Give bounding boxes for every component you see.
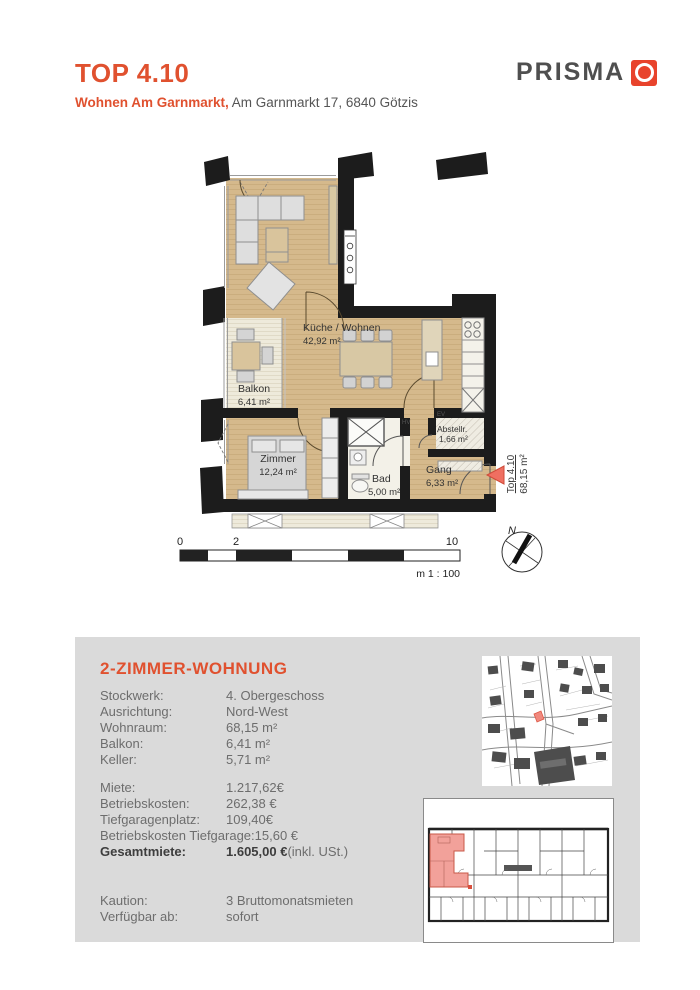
floor-overview-map bbox=[423, 798, 614, 943]
cost-label: Betriebskosten Tiefgarage: bbox=[100, 828, 255, 843]
scale-tick: 2 bbox=[232, 536, 240, 548]
balcony-table-icon bbox=[232, 342, 260, 370]
unit-entry-mark bbox=[468, 885, 472, 889]
spec-label: Keller: bbox=[100, 752, 137, 767]
cost-value: 262,38 € bbox=[226, 796, 277, 811]
scale-tick: 10 bbox=[445, 536, 459, 548]
compass-north-label: N bbox=[508, 525, 516, 537]
shaft-symbol bbox=[344, 230, 356, 284]
spec-value: Nord-West bbox=[226, 704, 288, 719]
washbasin-bowl bbox=[354, 453, 362, 461]
spec-list bbox=[100, 688, 324, 768]
room-area: 5,00 m² bbox=[368, 487, 401, 498]
lounge-chair-icon bbox=[266, 228, 288, 262]
tech-label-hv: HV bbox=[402, 420, 411, 426]
cost-label: Miete: bbox=[100, 780, 136, 795]
total-rent-label: Gesamtmiete: bbox=[100, 844, 186, 859]
room-label: Gang bbox=[426, 464, 452, 476]
room-label: Bad bbox=[372, 473, 391, 485]
tech-label-ev: EV bbox=[437, 412, 446, 418]
project-name: Wohnen Am Garnmarkt, bbox=[75, 95, 229, 110]
room-area: 42,92 m² bbox=[303, 336, 341, 347]
cost-row bbox=[100, 812, 348, 828]
room-label: Abstellr. bbox=[437, 424, 468, 434]
sideboard-icon bbox=[329, 186, 337, 264]
total-rent-row bbox=[100, 844, 348, 860]
room-label: Küche / Wohnen bbox=[303, 322, 381, 334]
spec-row bbox=[100, 736, 324, 752]
scale-caption: m 1 : 100 bbox=[416, 568, 460, 580]
page-subtitle bbox=[75, 95, 418, 110]
cost-row bbox=[100, 828, 348, 844]
spec-value: 6,41 m² bbox=[226, 736, 271, 751]
balcony-chair bbox=[237, 329, 254, 340]
unit-area: 68,15 m² bbox=[519, 454, 530, 494]
spec-label: Wohnraum: bbox=[100, 720, 167, 735]
scale-tick: 0 bbox=[176, 536, 184, 548]
brand-target-icon bbox=[631, 60, 657, 86]
wc-tank bbox=[352, 474, 369, 479]
unit-label: Top 4.10 bbox=[506, 454, 517, 494]
spec-row bbox=[100, 752, 324, 768]
compass-needle-icon bbox=[514, 535, 530, 563]
details-panel bbox=[75, 637, 640, 942]
door-gap bbox=[400, 436, 410, 466]
balcony-chair bbox=[262, 347, 273, 364]
misc-value: sofort bbox=[226, 909, 259, 924]
spec-value: 68,15 m² bbox=[226, 720, 278, 735]
dining-table-icon bbox=[340, 342, 392, 376]
project-address: Am Garnmarkt 17, 6840 Götzis bbox=[228, 95, 418, 110]
misc-value: 3 Bruttomonatsmieten bbox=[226, 893, 354, 908]
misc-row bbox=[100, 909, 353, 925]
cost-value: 109,40€ bbox=[226, 812, 273, 827]
misc-list bbox=[100, 893, 353, 925]
floor-plan-drawing bbox=[170, 145, 560, 585]
pillow bbox=[252, 440, 276, 452]
spec-label: Ausrichtung: bbox=[100, 704, 173, 719]
brand-wordmark: PRISMA bbox=[516, 58, 626, 86]
bed-bench bbox=[238, 490, 308, 499]
cost-row bbox=[100, 796, 348, 812]
cost-value: 15,60 € bbox=[254, 828, 299, 843]
spec-label: Balkon: bbox=[100, 736, 144, 751]
spec-row bbox=[100, 720, 324, 736]
compass-rose bbox=[502, 525, 542, 572]
cost-label: Tiefgaragenplatz: bbox=[100, 812, 200, 827]
total-rent-suffix: (inkl. USt.) bbox=[287, 844, 349, 859]
wc-icon bbox=[352, 480, 368, 492]
spec-value: 5,71 m² bbox=[226, 752, 271, 767]
total-rent-value: 1.605,00 € bbox=[226, 844, 288, 859]
room-label: Zimmer bbox=[260, 453, 296, 465]
cost-value: 1.217,62€ bbox=[226, 780, 284, 795]
scale-bar bbox=[177, 536, 460, 580]
room-area: 6,33 m² bbox=[426, 478, 459, 489]
door-gap bbox=[404, 408, 434, 418]
misc-row bbox=[100, 893, 353, 909]
spec-row bbox=[100, 704, 324, 720]
room-area: 1,66 m² bbox=[439, 434, 468, 444]
spec-label: Stockwerk: bbox=[100, 688, 164, 703]
site-location-map bbox=[482, 656, 612, 786]
spec-row bbox=[100, 688, 324, 704]
cost-list bbox=[100, 780, 348, 860]
brand-logo bbox=[516, 58, 657, 87]
balcony-chair bbox=[237, 371, 254, 382]
cost-label: Betriebskosten: bbox=[100, 796, 190, 811]
kitchen-island-icon bbox=[422, 320, 442, 380]
misc-label: Kaution: bbox=[100, 893, 148, 908]
spec-value: 4. Obergeschoss bbox=[226, 688, 325, 703]
room-area: 12,24 m² bbox=[259, 467, 297, 478]
apartment-type-heading: 2-ZIMMER-WOHNUNG bbox=[100, 659, 288, 678]
door-gap bbox=[298, 408, 330, 418]
stairs-icon bbox=[504, 865, 532, 871]
island-sink bbox=[426, 352, 438, 366]
pillow bbox=[280, 440, 304, 452]
misc-label: Verfügbar ab: bbox=[100, 909, 179, 924]
page-title: TOP 4.10 bbox=[75, 58, 190, 88]
cost-row bbox=[100, 780, 348, 796]
room-area: 6,41 m² bbox=[237, 397, 271, 408]
room-label: Balkon bbox=[237, 383, 271, 395]
sofa-icon bbox=[236, 196, 258, 264]
